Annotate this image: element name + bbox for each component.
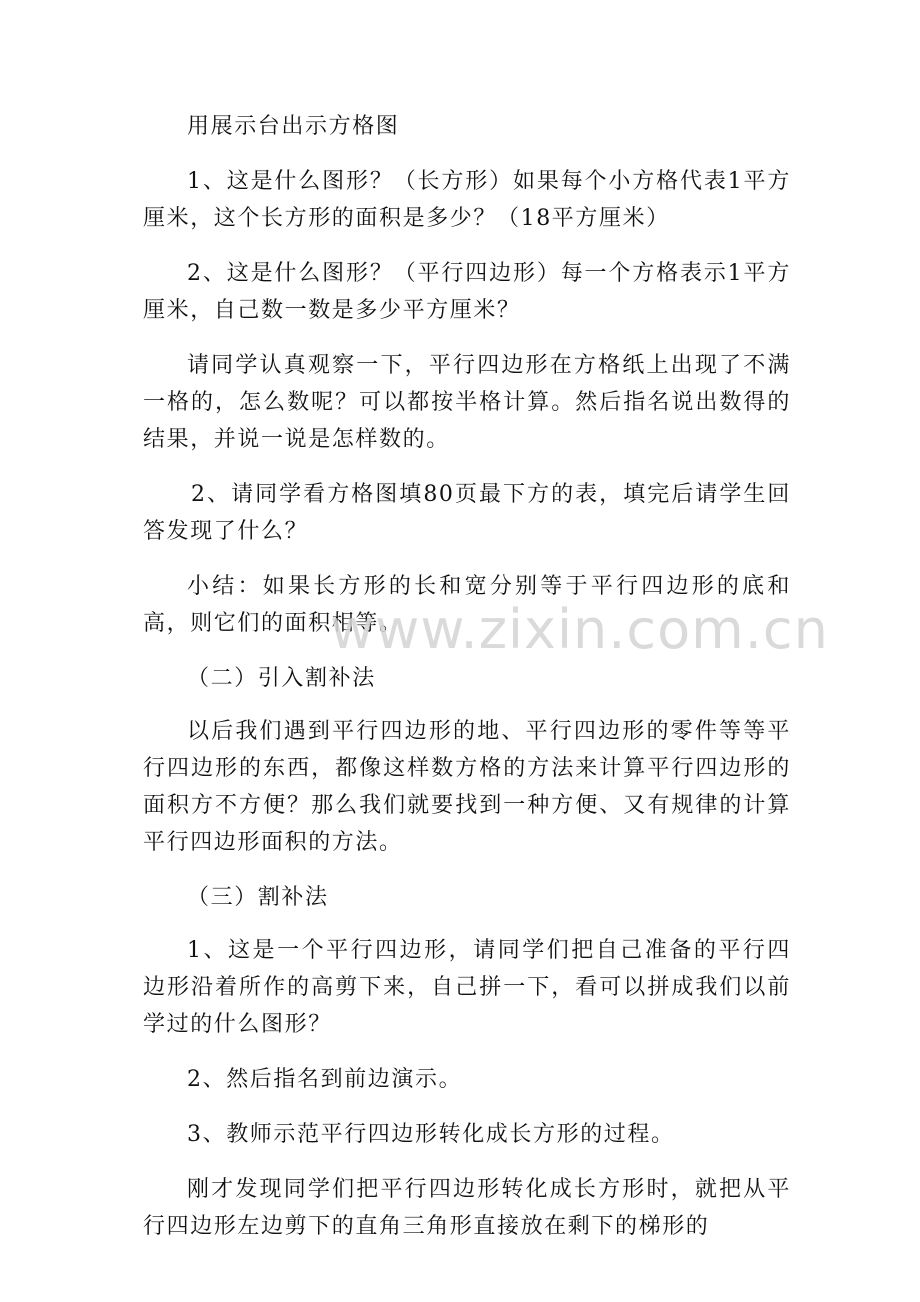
paragraph-transform-observation: 刚才发现同学们把平行四边形转化成长方形时，就把从平行四边形左边剪下的直角三角形直接放在剩下的梯形的 bbox=[143, 1177, 791, 1239]
section-heading-cut-paste: （三）割补法 bbox=[187, 885, 329, 910]
document-body bbox=[143, 108, 791, 1263]
paragraph-cut-paste-motivation: 以后我们遇到平行四边形的地、平行四边形的零件等等平行四边形的东西，都像这样数方格的方法来计算平行四边形的面积方不方便？那么我们就要找到一种方便、又有规律的计算平行四边形面积的方法。 bbox=[143, 719, 791, 855]
paragraph-demonstrate: 2、然后指名到前边演示。 bbox=[187, 1067, 463, 1092]
paragraph-parallelogram-question: 2、这是什么图形？（平行四边形）每一个方格表示1平方厘米，自己数一数是多少平方厘米？ bbox=[143, 261, 791, 323]
paragraph-cut-along-height: 1、这是一个平行四边形，请同学们把自己准备的平行四边形沿着所作的高剪下来，自己拼一下，看可以拼成我们以前学过的什么图形？ bbox=[143, 938, 791, 1037]
paragraph-fill-table: 2、请同学看方格图填80页最下方的表，填完后请学生回答发现了什么？ bbox=[143, 482, 791, 544]
paragraph-observe-half-grid: 请同学认真观察一下，平行四边形在方格纸上出现了不满一格的，怎么数呢？可以都按半格计算。然后指名说出数得的结果，并说一说是怎样数的。 bbox=[143, 353, 791, 452]
paragraph-teacher-demo: 3、教师示范平行四边形转化成长方形的过程。 bbox=[187, 1122, 675, 1147]
section-heading-cut-paste-intro: （二）引入割补法 bbox=[187, 666, 376, 691]
site-watermark: www.zixin.com.cn bbox=[330, 598, 829, 661]
paragraph-summary: 小结：如果长方形的长和宽分别等于平行四边形的底和高，则它们的面积相等。 bbox=[143, 574, 791, 636]
paragraph-show-grid: 用展示台出示方格图 bbox=[187, 114, 400, 139]
paragraph-rectangle-question: 1、这是什么图形？（长方形）如果每个小方格代表1平方厘米，这个长方形的面积是多少？（18平方厘米） bbox=[143, 169, 791, 231]
